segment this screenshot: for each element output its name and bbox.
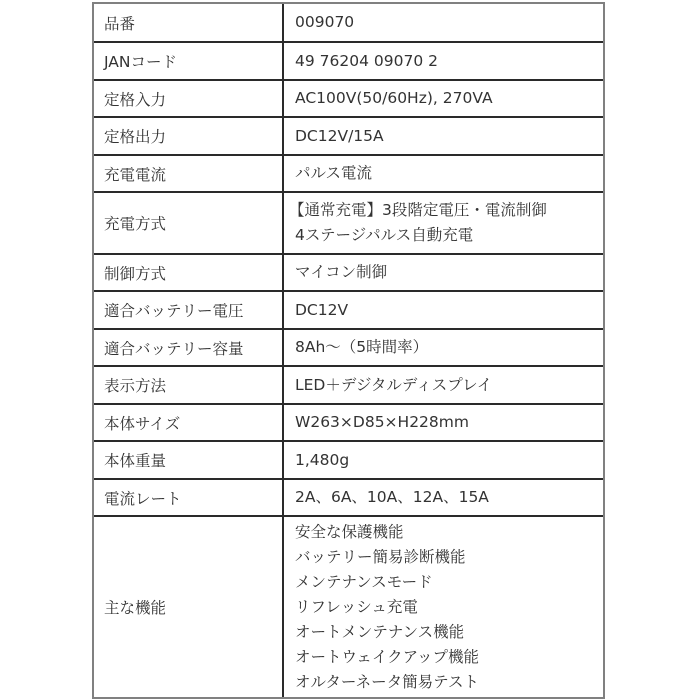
row-value [282,156,603,191]
table-row-rated-input [94,79,603,116]
row-label: 制御方式 [104,264,167,283]
row-label: 主な機能 [104,599,167,617]
row-value [282,480,603,515]
value-line: AC100V(50/60Hz), 270VA [295,89,493,107]
value-line: DC12V/15A [295,126,384,145]
row-value [282,81,603,116]
value-line: 1,480g [295,450,350,469]
feature-item: 安全な保護機能 [295,522,404,541]
table-row-jan-code [94,41,603,79]
row-value [282,4,603,41]
table-row-charge-method [94,191,603,253]
value-line: DC12V [295,300,349,319]
table-row-charge-current [94,154,603,191]
row-label: 電流レート [104,489,182,508]
table-row-body-weight [94,440,603,478]
value-line: LED＋デジタルディスプレイ [295,375,493,394]
row-label: 本体重量 [104,452,167,470]
table-row-control-method [94,253,603,290]
row-value [282,517,603,697]
feature-item: メンテナンスモード [295,572,433,591]
table-row-rated-output [94,116,603,154]
row-label: 品番 [104,14,136,33]
row-label: 充電電流 [104,165,167,184]
value-line: 4ステージパルス自動充電 [295,226,474,244]
table-row-current-rate [94,478,603,515]
row-value [282,43,603,79]
value-line: 8Ah～（5時間率） [295,338,429,356]
table-row-battery-capacity [94,328,603,365]
table-row-main-features [94,515,603,697]
feature-item: オートメンテナンス機能 [295,622,465,641]
row-label: 定格出力 [104,128,167,146]
row-label: 適合バッテリー電圧 [104,302,244,320]
row-label: 表示方法 [104,377,167,395]
row-value [282,193,603,253]
row-label: JANコード [104,53,177,71]
value-line: マイコン制御 [295,263,388,281]
feature-item: バッテリー簡易診断機能 [295,547,466,566]
row-value [282,367,603,403]
table-row-product-number [94,4,603,41]
feature-item: リフレッシュ充電 [295,597,418,616]
row-label: 本体サイズ [104,414,181,433]
feature-item: オルターネータ簡易テスト [295,672,479,691]
feature-item: オートウェイクアップ機能 [295,647,479,666]
row-value [282,442,603,478]
value-line: 2A、6A、10A、12A、15A [295,488,489,506]
value-line: W263×D85×H228mm [295,413,469,431]
value-line: 49 76204 09070 2 [295,51,438,70]
table-row-display-method [94,365,603,403]
value-line: 009070 [295,13,355,31]
value-line: パルス電流 [295,164,373,182]
row-value [282,292,603,328]
row-value [282,330,603,365]
spec-table [92,2,605,699]
value-line: 【通常充電】3段階定電圧・電流制御 [289,201,547,219]
row-label: 定格入力 [104,90,167,109]
row-label: 適合バッテリー容量 [104,339,244,358]
table-row-body-size [94,403,603,440]
row-value [282,255,603,290]
row-label: 充電方式 [104,215,167,233]
table-row-battery-voltage [94,290,603,328]
row-value [282,405,603,440]
row-value [282,118,603,154]
